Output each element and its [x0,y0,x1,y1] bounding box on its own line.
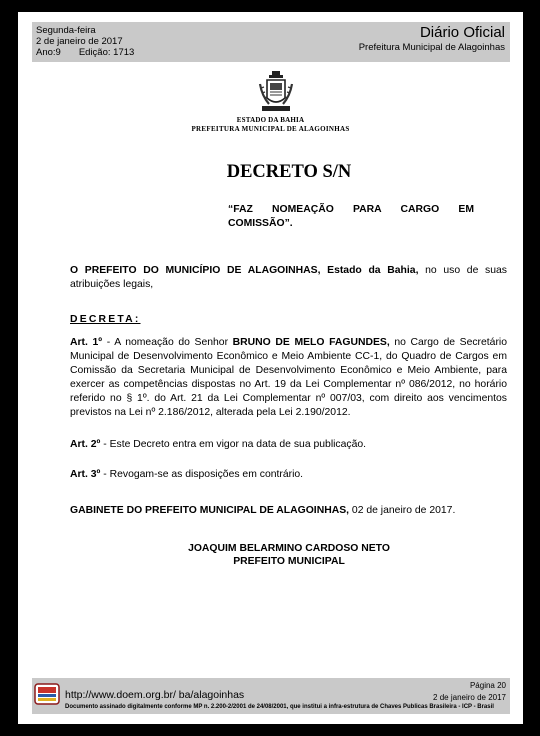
article-3-label: Art. 3º [70,469,101,480]
article-1-label: Art. 1º [70,337,103,348]
decree-title: DECRETO S/N [226,162,352,182]
footer-bar [32,678,510,714]
letterhead-state: ESTADO DA BAHIA [236,116,305,124]
preamble-authority: O PREFEITO DO MUNICÍPIO DE ALAGOINHAS, Estado da Bahia, [70,265,419,276]
weekday: Segunda-feira [36,25,96,36]
issue-year: Ano:9 [36,47,61,58]
preamble-text: no uso de suas atribuições legais, [70,265,507,290]
issue-date: 2 de janeiro de 2017 [36,36,123,47]
article-1 [70,336,507,420]
letterhead-prefecture: PREFEITURA MUNICIPAL DE ALAGOINHAS [191,125,350,133]
article-2-label: Art. 2º [70,439,101,450]
footer-url-link[interactable]: http://www.doem.org.br/ ba/alagoinhas [65,689,245,701]
closing-line [70,504,507,518]
issue-info [36,25,134,58]
article-1-text: no Cargo de Secretário Municipal de Desenvolvimento Econômico e Meio Ambiente CC-1, do Quadro de Cargos em Comissão da Secretaria Municipal de Desenvolvimento Econômico e Meio Ambiente, para exercer as competências dispostas no Art. 19 da Lei Complementar nº 086/2012, no horário referido no § 1º. do Art. 21 da Lei Complementar nº 007/03, com direito aos vencimentos previstos na Lei nº 2.186/2012, alterada pela Lei 2.190/2012. [70,337,507,418]
decree-summary [228,203,474,231]
issue-edition: Edição: 1713 [78,47,135,58]
summary-line-1: “FAZ NOMEAÇÃO PARA CARGO EM [228,204,474,215]
diario-logo-icon [34,681,60,707]
article-1-intro: - A nomeação do Senhor [102,337,233,348]
summary-line-2: COMISSÃO”. [228,218,293,229]
gazette-title: Diário Oficial [419,24,505,41]
article-3-text: - Revogam-se as disposições em contrário. [100,469,304,480]
page-number: Página 20 [469,681,506,690]
appointee-name: BRUNO DE MELO FAGUNDES, [232,337,390,348]
digital-signature-note: Documento assinado digitalmente conforme MP n. 2.200-2/2001 de 24/08/2001, que institui a infra-estrutura de Chaves Publicas Brasileira - ICP - Brasil [65,704,494,710]
signer-name: JOAQUIM BELARMINO CARDOSO NETO [188,543,390,554]
document-page [18,12,523,724]
article-2 [70,438,507,452]
gazette-subtitle: Prefeitura Municipal de Alagoinhas [358,42,505,53]
preamble [70,264,507,292]
closing-office: GABINETE DO PREFEITO MUNICIPAL DE ALAGOINHAS, [70,505,350,516]
article-3 [70,468,507,482]
decreta-heading: DECRETA: [70,314,141,325]
footer-date: 2 de janeiro de 2017 [433,693,506,702]
header-bar [32,22,510,62]
article-2-text: - Este Decreto entra em vigor na data de sua publicação. [100,439,367,450]
coat-of-arms-icon [258,70,294,114]
closing-date: 02 de janeiro de 2017. [349,505,456,516]
signer-role: PREFEITO MUNICIPAL [233,556,345,567]
